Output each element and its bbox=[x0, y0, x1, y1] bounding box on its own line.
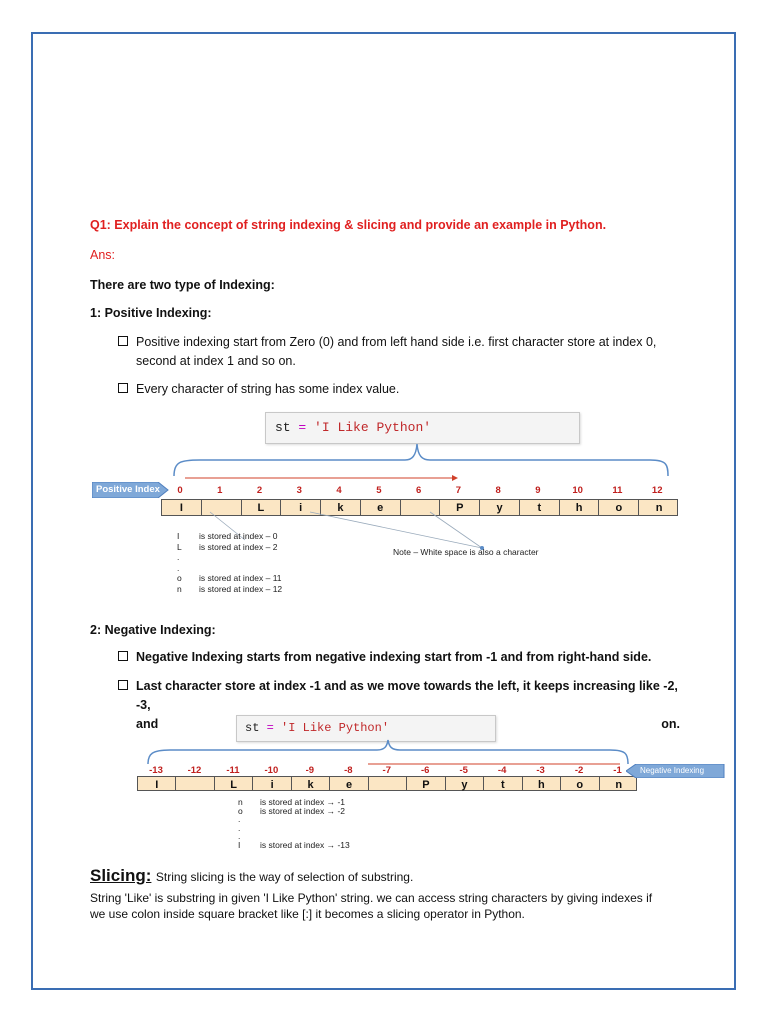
index-label: 10 bbox=[572, 485, 583, 496]
index-label: 5 bbox=[376, 485, 382, 496]
char-cell: n bbox=[655, 502, 663, 514]
index-label: 0 bbox=[177, 485, 183, 496]
char-cell: e bbox=[330, 777, 368, 790]
index-label: -4 bbox=[497, 765, 507, 776]
char-cell: i bbox=[253, 777, 291, 790]
slicing-definition: String slicing is the way of selection of substring. bbox=[155, 870, 414, 884]
index-label: -9 bbox=[305, 765, 315, 776]
code-snippet-negative: st = 'I Like Python' bbox=[236, 715, 496, 742]
slicing-paragraph: String 'Like' is substring in given 'I Like Python' string. we can access string characters by giving indexes if we use colon inside square bracket like [:] it becomes a slicing operator in Python. bbox=[90, 891, 653, 921]
index-label: 6 bbox=[415, 485, 422, 496]
example-row: I is stored at index – 0 bbox=[177, 531, 278, 541]
positive-index-row bbox=[166, 485, 676, 499]
index-label: -7 bbox=[382, 765, 391, 776]
negative-bullet-2: Last character store at index -1 and as we move towards the left, it keeps increasing like -2, -3, and on. bbox=[118, 677, 680, 734]
char-cell bbox=[176, 777, 214, 790]
slicing-title: Slicing: bbox=[90, 866, 152, 885]
char-cell: L bbox=[215, 777, 253, 790]
char-cell: I bbox=[138, 777, 176, 790]
example-row: . bbox=[238, 831, 241, 841]
index-label: -12 bbox=[187, 765, 202, 776]
example-row: . bbox=[238, 822, 241, 833]
index-label: -5 bbox=[459, 765, 468, 776]
index-label: 7 bbox=[455, 485, 462, 496]
index-label: 12 bbox=[651, 485, 663, 496]
index-label: 8 bbox=[495, 485, 501, 496]
example-row: n is stored at index – 12 bbox=[177, 583, 283, 594]
example-row: I is stored at index → -13 bbox=[238, 839, 350, 850]
char-cell: t bbox=[484, 777, 522, 790]
index-label: 11 bbox=[612, 485, 623, 496]
char-cell: y bbox=[446, 777, 484, 790]
index-label: 4 bbox=[336, 485, 342, 496]
index-label: -1 bbox=[613, 765, 622, 776]
char-cell: P bbox=[440, 500, 480, 515]
char-cell: k bbox=[292, 777, 330, 790]
positive-brace-diagram bbox=[160, 440, 680, 490]
char-cell: o bbox=[561, 777, 599, 790]
slicing-heading bbox=[90, 866, 413, 886]
char-cell: n bbox=[615, 779, 623, 791]
example-row: . bbox=[238, 814, 241, 824]
example-row: o is stored at index – 11 bbox=[177, 573, 282, 583]
index-label: -3 bbox=[536, 765, 545, 776]
negative-bullet-1: Negative Indexing starts from negative indexing start from -1 and from right-hand side. bbox=[118, 648, 698, 667]
index-label: -8 bbox=[344, 765, 353, 776]
char-cell: h bbox=[560, 500, 600, 515]
char-cell: e bbox=[361, 500, 401, 515]
checkbox-bullet-icon bbox=[118, 383, 128, 393]
checkbox-bullet-icon bbox=[118, 680, 128, 690]
example-row: o is stored at index → -2 bbox=[238, 805, 346, 816]
char-cell: o bbox=[599, 500, 639, 515]
char-cell bbox=[369, 777, 407, 790]
char-cell: k bbox=[321, 500, 361, 515]
checkbox-bullet-icon bbox=[118, 336, 128, 346]
positive-bullet-1: Positive indexing start from Zero (0) and from left hand side i.e. first character store at index 0, second at index 1 and so on. bbox=[118, 333, 698, 371]
answer-label: Ans: bbox=[90, 248, 116, 262]
positive-heading: 1: Positive Indexing: bbox=[90, 306, 212, 320]
char-cell: h bbox=[523, 777, 561, 790]
index-label: -10 bbox=[264, 765, 279, 776]
whitespace-note: Note – White space is also a character bbox=[393, 547, 539, 557]
example-row: L is stored at index – 2 bbox=[177, 541, 278, 552]
negative-heading: 2: Negative Indexing: bbox=[90, 623, 216, 637]
index-label: -6 bbox=[420, 765, 430, 776]
code-snippet-positive: st = 'I Like Python' bbox=[265, 412, 580, 444]
index-label: 9 bbox=[535, 485, 541, 496]
question-heading: Q1: Explain the concept of string indexing & slicing and provide an example in Python. bbox=[90, 218, 607, 232]
index-label: 3 bbox=[296, 485, 302, 496]
negative-char-strip bbox=[137, 776, 637, 791]
index-label: 1 bbox=[217, 485, 223, 496]
char-cell: t bbox=[520, 500, 560, 515]
char-cell: y bbox=[480, 500, 520, 515]
intro-text: There are two type of Indexing: bbox=[90, 278, 275, 292]
negative-brace-diagram bbox=[140, 738, 640, 768]
char-cell: I bbox=[162, 500, 202, 515]
index-label: -11 bbox=[226, 765, 240, 776]
index-label: -13 bbox=[149, 765, 163, 776]
example-row: . bbox=[177, 552, 180, 562]
index-label: 2 bbox=[256, 485, 263, 496]
positive-bullet-2: Every character of string has some index value. bbox=[118, 380, 698, 399]
char-cell: i bbox=[281, 500, 321, 515]
char-cell: P bbox=[407, 777, 445, 790]
example-row: . bbox=[177, 562, 180, 573]
char-cell: L bbox=[242, 500, 282, 515]
index-label: -2 bbox=[574, 765, 584, 776]
checkbox-bullet-icon bbox=[118, 651, 128, 661]
example-row: n is stored at index → -1 bbox=[238, 797, 346, 807]
